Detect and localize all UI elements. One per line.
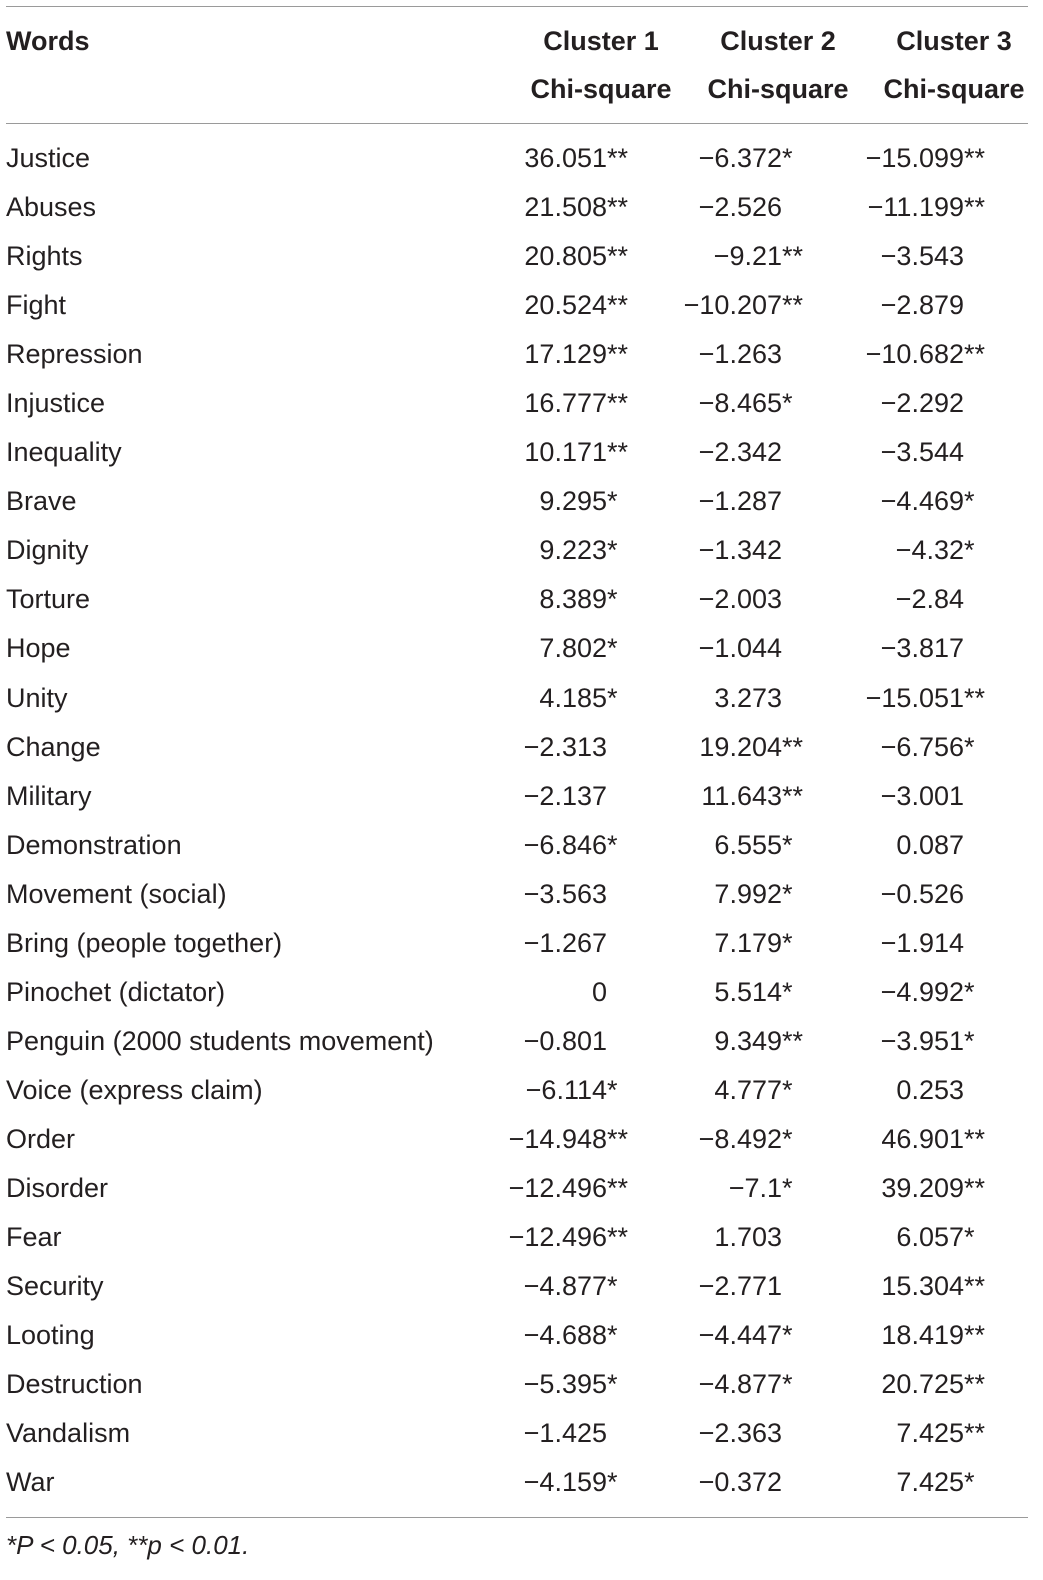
cluster-3-value: 15.304** (881, 1271, 986, 1302)
header-cluster-3-stat: Chi-square (883, 74, 1025, 104)
table-row (0, 281, 1043, 330)
cluster-2-value: 9.349** (714, 1025, 804, 1056)
table-row (0, 674, 1043, 723)
cluster-1-value: −12.496** (508, 1172, 629, 1203)
cluster-2-value: −1.342 (698, 535, 782, 566)
word-cell: Hope (6, 633, 71, 664)
cluster-3-value: −15.099** (865, 143, 986, 173)
table-row (0, 1213, 1043, 1262)
cluster-3-value: −2.84 (895, 584, 964, 615)
table-row (0, 428, 1043, 477)
cluster-2-value: −2.342 (698, 437, 782, 468)
cluster-1-value: −6.846* (523, 829, 618, 860)
table-row (0, 919, 1043, 968)
header-cluster-1-stat: Chi-square (530, 74, 672, 104)
cluster-3-value: 18.419** (881, 1320, 986, 1351)
word-cell: Movement (social) (6, 878, 227, 909)
cluster-2-value: −9.21** (713, 241, 804, 272)
cluster-2-value: −1.044 (698, 633, 782, 664)
header-words: Words (6, 26, 90, 56)
table-row (0, 1409, 1043, 1458)
cluster-1-value: −6.114* (525, 1074, 618, 1105)
cluster-3-value: −4.992* (880, 976, 975, 1007)
cluster-2-value: −1.263 (698, 339, 782, 370)
word-cell: Order (6, 1123, 76, 1154)
cluster-3-value: −3.543 (880, 241, 964, 272)
table-row (0, 723, 1043, 772)
word-cell: Unity (6, 682, 68, 713)
cluster-2-value: 5.514* (714, 976, 793, 1007)
word-cell: Dignity (6, 535, 89, 566)
cluster-1-value: 10.171** (524, 437, 629, 468)
cluster-3-value: −2.292 (880, 388, 964, 419)
cluster-3-value: 39.209** (881, 1172, 986, 1203)
table-row (0, 624, 1043, 673)
cluster-1-value: −14.948** (508, 1123, 629, 1154)
cluster-3-value: −4.469* (880, 486, 975, 517)
cluster-1-value: −1.425 (523, 1418, 607, 1449)
cluster-2-value: −10.207** (683, 290, 804, 321)
cluster-3-value: 0.087 (896, 829, 964, 860)
cluster-1-value: 4.185* (539, 682, 618, 713)
cluster-3-value: −10.682** (865, 339, 986, 370)
cluster-2-value: 1.703 (714, 1222, 782, 1253)
cluster-2-value: −0.372 (698, 1467, 782, 1498)
cluster-1-value: 0 (591, 976, 607, 1007)
cluster-2-value: −8.465* (698, 388, 793, 419)
cluster-3-value: −3.544 (880, 437, 964, 468)
cluster-1-value: −1.267 (523, 927, 607, 958)
cluster-1-value: 17.129** (524, 339, 629, 370)
cluster-1-value: −2.137 (523, 780, 607, 811)
header-cluster-1: Cluster 1 (543, 26, 659, 56)
table-row (0, 1311, 1043, 1360)
cluster-3-value: −6.756* (880, 731, 975, 762)
table-row (0, 134, 1043, 183)
word-cell: Vandalism (6, 1418, 131, 1449)
cluster-1-value: −3.563 (523, 878, 607, 909)
table-row (0, 1360, 1043, 1409)
cluster-1-value: −12.496** (508, 1222, 629, 1253)
cluster-1-value: 8.389* (539, 584, 618, 615)
cluster-2-value: −2.526 (698, 192, 782, 223)
table-row (0, 526, 1043, 575)
cluster-2-value: 11.643** (701, 780, 804, 811)
cluster-2-value: −2.771 (698, 1271, 782, 1302)
cluster-3-value: −2.879 (880, 290, 964, 321)
cluster-1-value: −5.395* (523, 1369, 618, 1400)
cluster-3-value: −3.001 (880, 780, 964, 811)
cluster-2-value: −4.447* (698, 1320, 793, 1351)
cluster-3-value: −4.32* (895, 535, 975, 566)
word-cell: Repression (6, 339, 143, 370)
cluster-1-value: 7.802* (539, 633, 618, 664)
table-row (0, 1066, 1043, 1115)
word-cell: Pinochet (dictator) (6, 976, 226, 1007)
table-row (0, 232, 1043, 281)
cluster-1-value: −4.159* (523, 1467, 618, 1498)
cluster-1-value: 36.051** (524, 143, 629, 173)
table-row (0, 870, 1043, 919)
word-cell: Abuses (6, 192, 97, 223)
word-cell: Fear (6, 1222, 62, 1253)
word-cell: Destruction (6, 1369, 143, 1400)
cluster-1-value: 20.805** (524, 241, 629, 272)
cluster-3-value: 7.425** (896, 1418, 986, 1449)
table-row (0, 477, 1043, 526)
cluster-2-value: 6.555* (714, 829, 793, 860)
table-row (0, 1262, 1043, 1311)
cluster-3-value: −0.526 (880, 878, 964, 909)
table-row (0, 772, 1043, 821)
cluster-1-value: 9.223* (539, 535, 618, 566)
table-row (0, 968, 1043, 1017)
word-cell: Bring (people together) (6, 927, 283, 958)
cluster-3-value: 0.253 (896, 1074, 964, 1105)
cluster-2-value: 7.992* (714, 878, 793, 909)
word-cell: Justice (6, 143, 91, 173)
table-body (0, 134, 1043, 1507)
cluster-2-value: −6.372* (698, 143, 793, 173)
word-cell: Fight (6, 290, 67, 321)
header-cluster-2-stat: Chi-square (707, 74, 849, 104)
cluster-1-value: 21.508** (524, 192, 629, 223)
header-cluster-3: Cluster 3 (896, 26, 1012, 56)
table-row (0, 379, 1043, 428)
cluster-3-value: −3.951* (880, 1025, 975, 1056)
table-row (0, 1164, 1043, 1213)
cluster-2-value: −8.492* (698, 1123, 793, 1154)
cluster-2-value: −7.1* (728, 1172, 793, 1203)
cluster-1-value: 16.777** (524, 388, 629, 419)
table-row (0, 575, 1043, 624)
header-rule (6, 123, 1028, 124)
cluster-2-value: 7.179* (714, 927, 793, 958)
cluster-2-value: −2.363 (698, 1418, 782, 1449)
cluster-1-value: 20.524** (524, 290, 629, 321)
table-row (0, 821, 1043, 870)
cluster-3-value: −3.817 (880, 633, 964, 664)
cluster-2-value: −1.287 (698, 486, 782, 517)
table-row (0, 183, 1043, 232)
word-cell: Demonstration (6, 829, 182, 860)
word-cell: Penguin (2000 students movement) (6, 1025, 434, 1056)
word-cell: Disorder (6, 1172, 109, 1203)
word-cell: Change (6, 731, 101, 762)
word-cell: Military (6, 780, 92, 811)
table-row (0, 330, 1043, 379)
cluster-2-value: −2.003 (698, 584, 782, 615)
cluster-1-value: −4.688* (523, 1320, 618, 1351)
table-row (0, 1115, 1043, 1164)
word-cell: Rights (6, 241, 83, 272)
cluster-2-value: −4.877* (698, 1369, 793, 1400)
table-row (0, 1458, 1043, 1507)
cluster-3-value: 46.901** (881, 1123, 986, 1154)
cluster-3-value: −1.914 (880, 927, 964, 958)
cluster-3-value: 20.725** (881, 1369, 986, 1400)
header-cluster-2: Cluster 2 (720, 26, 836, 56)
cluster-2-value: 4.777* (714, 1074, 793, 1105)
word-cell: Looting (6, 1320, 95, 1351)
word-cell: Security (6, 1271, 104, 1302)
cluster-1-value: 9.295* (539, 486, 618, 517)
word-cell: War (6, 1467, 55, 1498)
word-cell: Torture (6, 584, 91, 615)
cluster-3-value: −15.051** (865, 682, 986, 713)
word-cell: Injustice (6, 388, 106, 419)
cluster-1-value: −2.313 (523, 731, 607, 762)
table-row (0, 1017, 1043, 1066)
cluster-2-value: 3.273 (714, 682, 782, 713)
cluster-3-value: 7.425* (896, 1467, 975, 1498)
word-cell: Brave (6, 486, 77, 517)
cluster-3-value: 6.057* (896, 1222, 975, 1253)
cluster-1-value: −0.801 (523, 1025, 607, 1056)
top-rule (6, 6, 1028, 7)
cluster-2-value: 19.204** (699, 731, 804, 762)
word-cell: Voice (express claim) (6, 1074, 263, 1105)
cluster-3-value: −11.199** (867, 192, 986, 223)
cluster-1-value: −4.877* (523, 1271, 618, 1302)
bottom-rule (6, 1517, 1028, 1518)
word-cell: Inequality (6, 437, 122, 468)
footnote: *P < 0.05, **p < 0.01. (6, 1530, 250, 1560)
